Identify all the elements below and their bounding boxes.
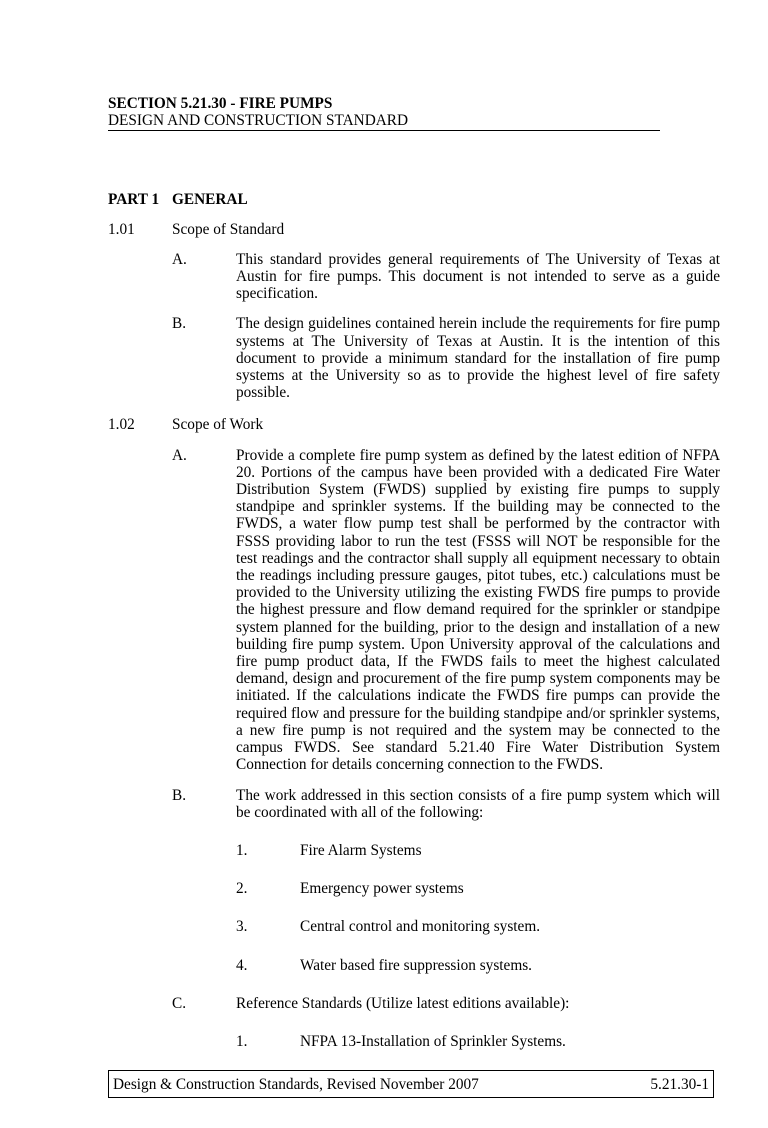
section-number: 1.01 — [108, 220, 135, 238]
section-number: 1.02 — [108, 416, 135, 434]
sub-list-item — [236, 957, 720, 974]
item-text: Provide a complete fire pump system as defined by the latest edition of NFPA 20. Portions of the campus have been provided with a dedicated Fire Water Distribution System (FWDS) supplied by existing fire pumps to supply standpipe and sprinkler systems. If the building may be connected to the FWDS, a water flow pump test shall be performed by the contractor with FSSS providing labor to run the test (FSSS will NOT be responsible for the test readings and the contractor shall supply all equipment necessary to obtain the readings including pressure gauges, pitot tubes, etc.) calculations must be provided to the University utilizing the existing FWDS fire pumps to provide the highest pressure and flow demand required for the sprinkler or standpipe system planned for the building, prior to the design and installation of a new building fire pump system. Upon University approval of the calculations and fire pump product data, If the FWDS fails to meet the highest calculated demand, design and procurement of the fire pump system components may be initiated. If the calculations indicate the FWDS fire pumps can provide the required flow and pressure for the building standpipe and/or sprinkler systems, a new fire pump is not required and the system may be connected to the campus FWDS. See standard 5.21.40 Fire Water Distribution System Connection for details concerning connection to the FWDS. — [236, 446, 720, 774]
item-label: C. — [172, 994, 187, 1012]
list-item — [172, 787, 720, 821]
list-item — [172, 251, 720, 303]
item-label: B. — [172, 786, 187, 804]
item-text: The design guidelines contained herein include the requirements for fire pump systems at The University of Texas at Austin. It is the intention of this document to provide a minimum standard for the installation of fire pump systems at the University so as to provide the highest level of fire safety possible. — [236, 315, 720, 402]
section-title: SECTION 5.21.30 - FIRE PUMPS — [108, 95, 333, 112]
list-item-text: Central control and monitoring system. — [300, 918, 541, 936]
document-subtitle: DESIGN AND CONSTRUCTION STANDARD — [108, 112, 660, 131]
item-label: A. — [172, 446, 187, 464]
part-title: GENERAL — [172, 191, 248, 209]
footer-revision: Design & Construction Standards, Revised November 2007 — [113, 1075, 479, 1093]
list-item-number: 2. — [236, 880, 248, 898]
list-item — [172, 447, 720, 774]
list-item-text: Fire Alarm Systems — [300, 841, 422, 859]
part-heading — [108, 191, 720, 208]
sub-list-item — [236, 1033, 720, 1050]
sub-list-item — [236, 842, 720, 859]
part-number: PART 1 — [108, 191, 160, 209]
list-item — [172, 315, 720, 401]
list-item-text: Water based fire suppression systems. — [300, 956, 532, 974]
item-text: Reference Standards (Utilize latest editions available): — [236, 994, 570, 1012]
item-text: This standard provides general requirements of The University of Texas at Austin for fire pumps. This document is not intended to serve as a guide specification. — [236, 250, 720, 303]
section-heading — [108, 416, 720, 433]
section-title: Scope of Work — [172, 416, 264, 434]
item-label: A. — [172, 250, 187, 268]
sub-list-item — [236, 918, 720, 935]
list-item-number: 1. — [236, 841, 248, 859]
item-label: B. — [172, 315, 187, 333]
list-item-text: NFPA 13-Installation of Sprinkler Systems. — [300, 1032, 566, 1050]
list-item-number: 4. — [236, 956, 248, 974]
list-item-text: Emergency power systems — [300, 880, 464, 898]
section-title: Scope of Standard — [172, 220, 285, 238]
item-text: The work addressed in this section consists of a fire pump system which will be coordinated with all of the following: — [236, 786, 720, 821]
list-item-number: 1. — [236, 1032, 248, 1050]
page-number: 5.21.30-1 — [650, 1075, 709, 1093]
list-item-number: 3. — [236, 918, 248, 936]
list-item — [172, 995, 720, 1012]
page-footer — [108, 1070, 714, 1098]
sub-list-item — [236, 880, 720, 897]
section-heading — [108, 221, 720, 238]
